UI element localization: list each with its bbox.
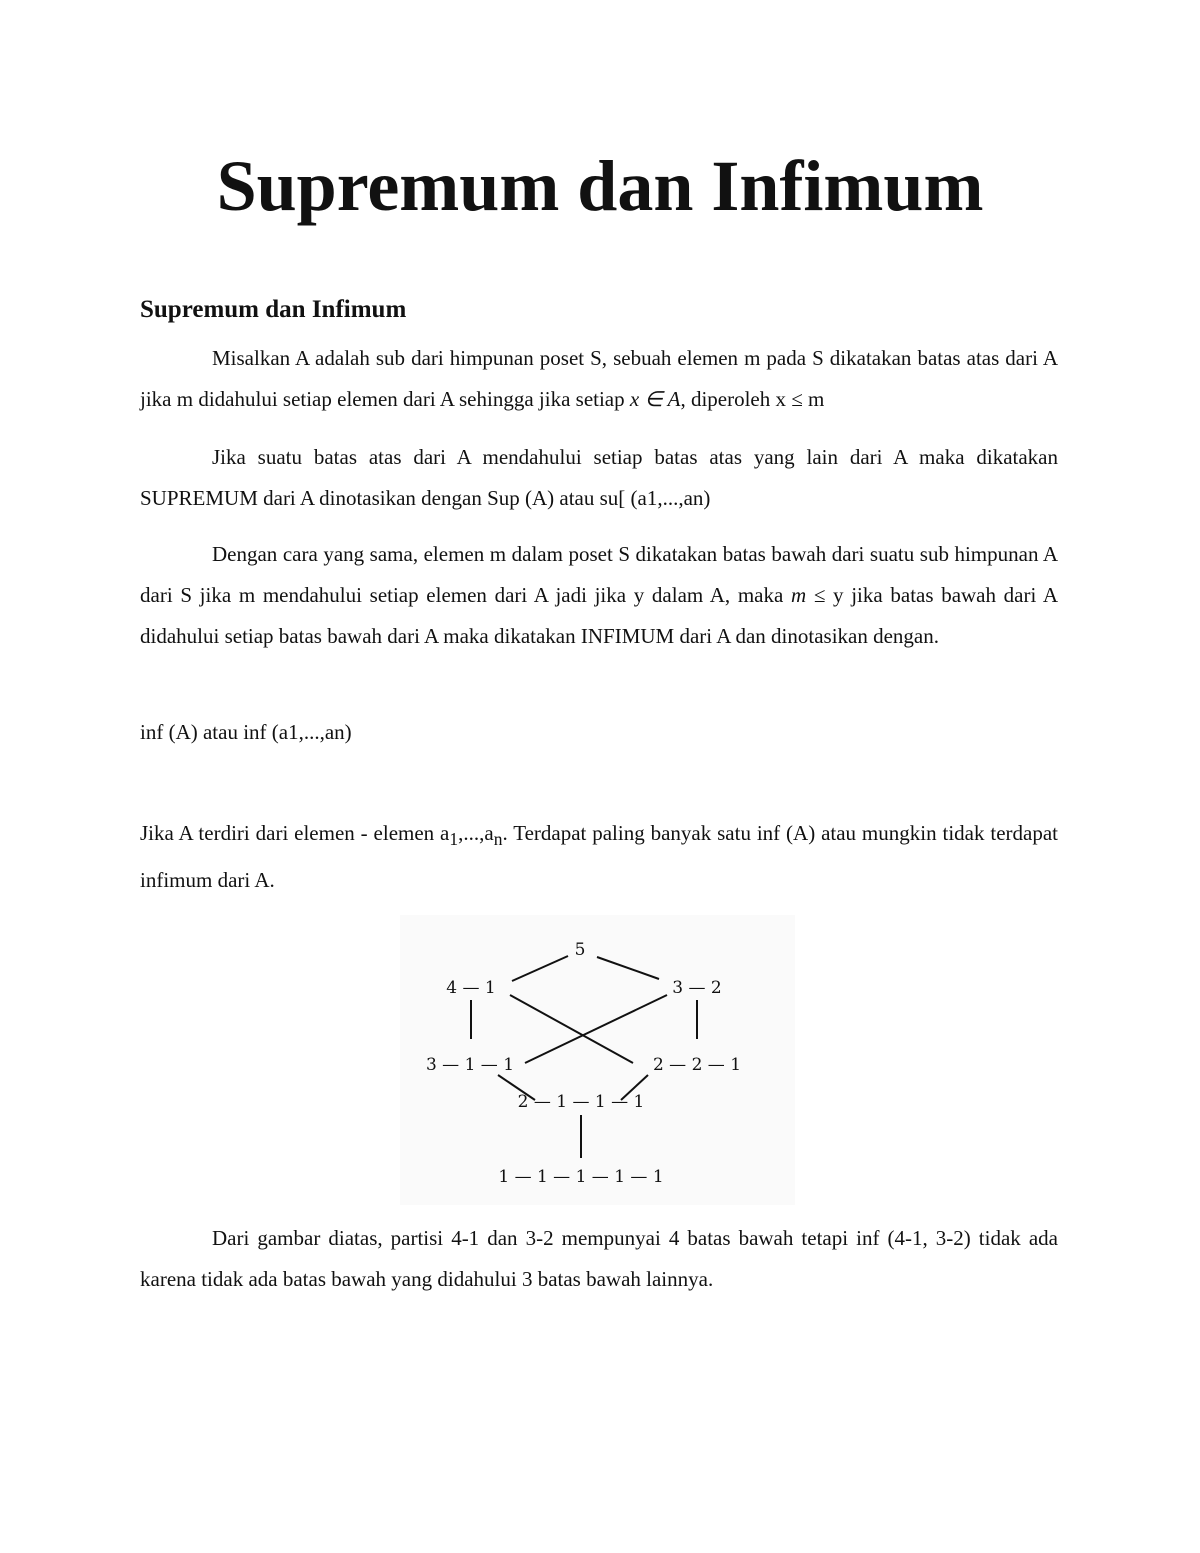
paragraph-text: Jika A terdiri dari elemen - elemen a xyxy=(140,821,450,845)
paragraph-supremum-definition xyxy=(140,437,1058,519)
paragraph-infimum-notation: inf (A) atau inf (a1,...,an) xyxy=(140,720,352,744)
paragraph-text: Misalkan A adalah sub dari himpunan poset S, sebuah elemen m pada S dikatakan batas atas dari A jika m didahului setiap elemen dari A sehingga jika setiap xyxy=(140,346,1058,411)
paragraph-text: ≤ y jika batas bawah dari A didahului setiap batas bawah dari A maka dikatakan INFIMUM dari A dan dinotasikan dengan. xyxy=(140,583,1058,648)
paragraph-text: . Terdapat paling banyak satu inf (A) atau mungkin tidak terdapat infimum dari A. xyxy=(140,821,1058,893)
node-4-1: 4 — 1 xyxy=(446,978,496,998)
paragraph-infimum-uniqueness xyxy=(140,813,1058,901)
node-3-1-1: 3 — 1 — 1 xyxy=(425,1055,515,1075)
math-expression: x ∈ A xyxy=(629,387,681,411)
paragraph-text: Dari gambar diatas, partisi 4-1 dan 3-2 mempunyai 4 batas bawah tetapi inf (4-1, 3-2) tidak ada karena tidak ada batas bawah yang didahului 3 batas bawah lainnya. xyxy=(140,1226,1058,1291)
section-heading: Supremum dan Infimum xyxy=(140,296,407,323)
subscript: n xyxy=(493,829,503,850)
math-expression: m xyxy=(791,583,807,607)
node-2-1-1-1: 2 — 1 — 1 — 1 xyxy=(517,1092,645,1112)
node-5: 5 xyxy=(574,940,586,960)
node-3-2: 3 — 2 xyxy=(672,978,722,998)
paragraph-upper-bound-definition xyxy=(140,338,1058,420)
node-2-2-1: 2 — 2 — 1 xyxy=(652,1055,742,1075)
node-1-1-1-1-1: 1 — 1 — 1 — 1 — 1 xyxy=(498,1167,664,1187)
diagram-nodes xyxy=(426,940,741,1187)
paragraph-text: Dengan cara yang sama, elemen m dalam poset S dikatakan batas bawah dari suatu sub himpunan A dari S jika m mendahului setiap elemen dari A jadi jika y dalam A, maka xyxy=(140,542,1058,607)
paragraph-text: ,...,a xyxy=(458,821,494,845)
paragraph-text: , diperoleh x ≤ m xyxy=(680,387,825,411)
subscript: 1 xyxy=(449,829,459,850)
edge-32-to-311 xyxy=(525,995,667,1063)
edge-41-to-221 xyxy=(510,995,633,1063)
edge-41-to-5 xyxy=(512,956,568,981)
partition-lattice-diagram xyxy=(400,915,795,1205)
paragraph-text: Jika suatu batas atas dari A mendahului setiap batas atas yang lain dari A maka dikatakan SUPREMUM dari A dinotasikan dengan Sup (A) atau su[ (a1,...,an) xyxy=(140,445,1058,510)
edge-5-to-32 xyxy=(597,957,659,979)
paragraph-infimum-definition xyxy=(140,534,1058,657)
paragraph-diagram-explanation xyxy=(140,1218,1058,1300)
document-title: Supremum dan Infimum xyxy=(216,146,984,226)
hasse-diagram xyxy=(400,915,795,1205)
